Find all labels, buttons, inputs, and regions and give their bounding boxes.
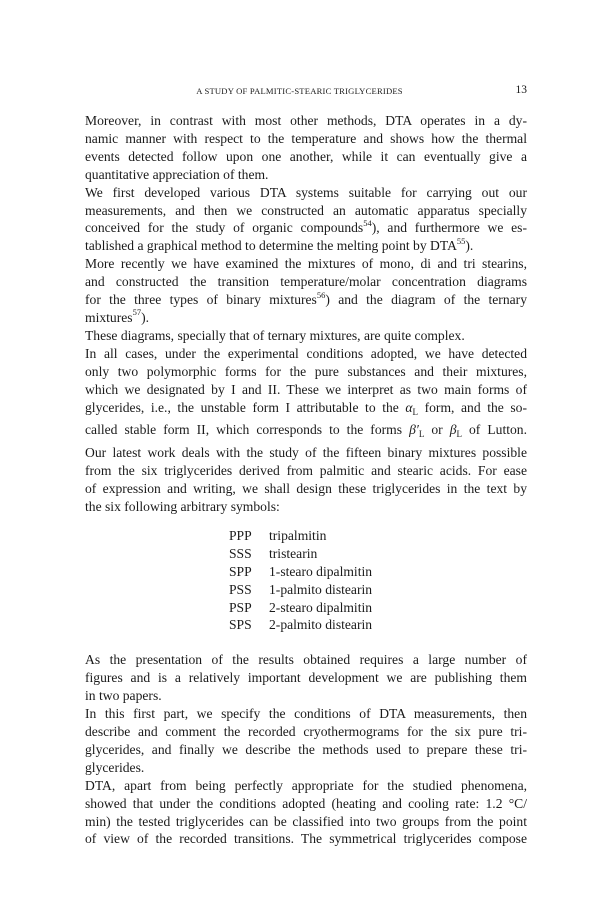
text-line: These diagrams, specially that of ternary mixtures, are quite complex. bbox=[85, 327, 465, 343]
paragraph-polymorphic-forms bbox=[72, 345, 527, 445]
text-line: for the three types of binary mixtures$^{56}$) and the diagram of the ternary bbox=[85, 289, 527, 308]
paragraph-diagrams bbox=[72, 327, 527, 345]
reference-54: 54 bbox=[363, 217, 372, 228]
page-number: 13 bbox=[515, 84, 527, 96]
symbol-row bbox=[229, 563, 372, 581]
text-line: glycerides, and finally we describe the methods used to prepare these tri- bbox=[85, 741, 527, 757]
paragraph-binary-mixtures bbox=[72, 444, 527, 516]
text-line: the six following arbitrary symbols: bbox=[85, 499, 280, 515]
symbol-name: 1-stearo dipalmitin bbox=[269, 563, 373, 579]
text-line: describe and comment the recorded cryothermograms for the six pure tri- bbox=[85, 724, 527, 739]
symbol-row bbox=[229, 527, 372, 545]
symbol-name: tripalmitin bbox=[269, 527, 327, 543]
text-line: min) the tested triglycerides can be classified into two groups from the point bbox=[85, 813, 527, 829]
running-title: A STUDY OF PALMITIC-STEARIC TRIGLYCERIDES bbox=[196, 86, 403, 96]
text-line: As the presentation of the results obtained requires a large number of bbox=[85, 652, 527, 668]
paragraph-dta-systems bbox=[72, 184, 527, 256]
text-line: from the six triglycerides derived from palmitic and stearic acids. For ease bbox=[85, 463, 527, 479]
paragraph-presentation bbox=[72, 651, 527, 705]
symbol-name: tristearin bbox=[269, 545, 318, 561]
text-line: glycerides, i.e., the unstable form I attributable to the $\alpha_L$ form, and the so- bbox=[85, 399, 528, 417]
text-line: of view of the recorded transitions. The symmetrical triglycerides compose bbox=[85, 831, 527, 847]
paragraph-dta-classification bbox=[72, 777, 527, 849]
text-line: events detected follow upon one another, while it can eventually give a bbox=[85, 148, 527, 164]
text-line: conceived for the study of organic compounds$^{54}$), and furthermore we es- bbox=[85, 217, 527, 236]
symbol-row bbox=[229, 545, 372, 563]
text-line: mixtures$^{57}$). bbox=[85, 307, 150, 325]
paragraph-mixtures bbox=[72, 255, 527, 327]
symbol-code: PPP bbox=[229, 527, 252, 543]
symbol-row bbox=[229, 599, 372, 617]
text-line: quantitative appreciation of them. bbox=[85, 166, 269, 182]
text-line: figures and is a relatively important development we are publishing them bbox=[85, 670, 527, 686]
text-line: called stable form II, which corresponds to the forms $\beta'_L$ or $\beta_L$ of Lutton. bbox=[85, 422, 527, 440]
text-line: of expression and writing, we shall design these triglycerides in the text by bbox=[85, 481, 527, 497]
reference-56: 56 bbox=[316, 289, 326, 300]
symbol-code: PSS bbox=[229, 581, 252, 597]
symbol-row bbox=[229, 616, 372, 634]
text-line: Our latest work deals with the study of the fifteen binary mixtures possible bbox=[85, 445, 527, 461]
reference-57: 57 bbox=[132, 307, 142, 318]
text-line: measurements, and then we constructed an automatic apparatus specially bbox=[85, 202, 527, 218]
text-line: More recently we have examined the mixtures of mono, di and tri stearins, bbox=[85, 256, 527, 272]
text-line: glycerides. bbox=[85, 759, 145, 775]
symbol-code: SPS bbox=[229, 617, 252, 633]
text-line: namic manner with respect to the temperature and shows how the thermal bbox=[85, 130, 527, 146]
symbol-name: 2-stearo dipalmitin bbox=[269, 599, 373, 615]
symbol-code: PSP bbox=[229, 599, 252, 615]
paragraph-dta-dynamic bbox=[72, 112, 527, 184]
symbol-name: 2-palmito distearin bbox=[269, 617, 373, 633]
symbol-row bbox=[229, 581, 372, 599]
text-line: showed that under the conditions adopted (heating and cooling rate: 1.2 °C/ bbox=[85, 795, 527, 811]
text-line: in two papers. bbox=[85, 688, 162, 704]
text-line: DTA, apart from being perfectly appropriate for the studied phenomena, bbox=[85, 777, 527, 793]
text-line: only two polymorphic forms for the pure substances and their mixtures, bbox=[85, 363, 527, 379]
symbols-table bbox=[229, 527, 372, 634]
text-line: which we designated by I and II. These we interpret as two main forms of bbox=[85, 381, 527, 397]
symbol-code: SPP bbox=[229, 563, 252, 579]
paragraph-first-part bbox=[72, 705, 527, 777]
symbol-code: SSS bbox=[229, 545, 252, 561]
body-text bbox=[72, 112, 527, 848]
running-header bbox=[72, 86, 527, 100]
reference-55: 55 bbox=[456, 235, 466, 246]
text-line: In this first part, we specify the conditions of DTA measurements, then bbox=[85, 706, 527, 722]
text-line: We first developed various DTA systems suitable for carrying out our bbox=[85, 184, 527, 200]
text-line: Moreover, in contrast with most other methods, DTA operates in a dy- bbox=[85, 113, 527, 128]
text-line: tablished a graphical method to determine the melting point by DTA$^{55}$). bbox=[85, 235, 474, 254]
symbol-name: 1-palmito distearin bbox=[269, 581, 373, 597]
text-line: and constructed the transition temperature/molar concentration diagrams bbox=[85, 274, 527, 290]
text-line: In all cases, under the experimental conditions adopted, we have detected bbox=[85, 345, 527, 361]
